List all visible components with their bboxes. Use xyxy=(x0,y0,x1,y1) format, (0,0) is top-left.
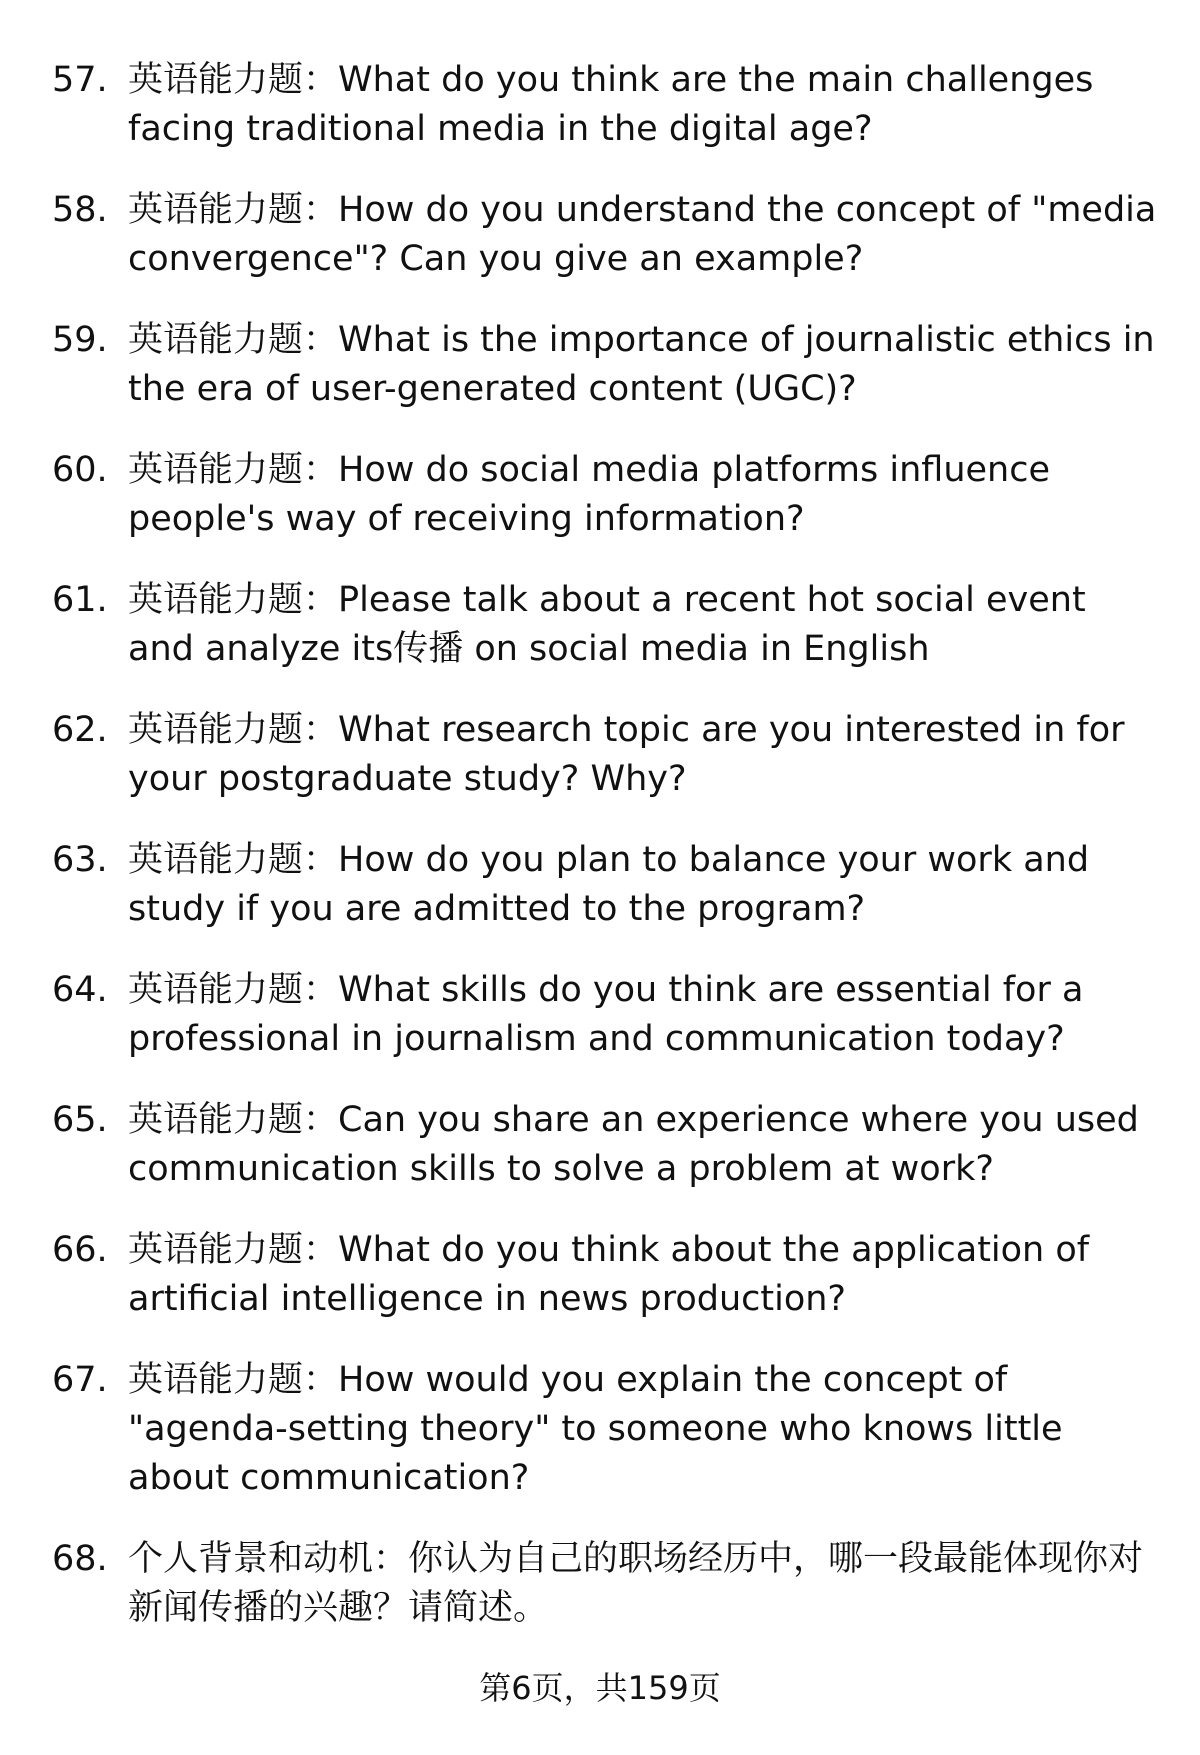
question-category: 英语能力题： xyxy=(128,840,339,880)
question-item xyxy=(0,966,1200,1064)
question-number: 57. xyxy=(52,60,108,100)
question-number: 62. xyxy=(52,710,108,750)
question-text: What is the importance of journalistic ethics in the era of user-generated content (UGC)? xyxy=(128,320,1155,409)
question-text: 你认为自己的职场经历中，哪一段最能体现你对新闻传播的兴趣？请简述。 xyxy=(128,1539,1144,1628)
question-item xyxy=(0,836,1200,934)
question-number: 63. xyxy=(52,840,108,880)
question-text: How would you explain the concept of "agenda-setting theory" to someone who knows little about communication? xyxy=(128,1360,1063,1498)
question-text: How do social media platforms influence people's way of receiving information? xyxy=(128,450,1051,539)
question-item xyxy=(0,446,1200,544)
question-category: 英语能力题： xyxy=(128,320,339,360)
question-category: 英语能力题： xyxy=(128,190,339,230)
question-text: How do you plan to balance your work and study if you are admitted to the program? xyxy=(128,840,1090,929)
question-category: 英语能力题： xyxy=(128,580,339,620)
question-text: Can you share an experience where you used communication skills to solve a problem at work? xyxy=(128,1100,1139,1189)
question-number: 61. xyxy=(52,580,108,620)
question-item xyxy=(0,1096,1200,1194)
question-text: What skills do you think are essential for a professional in journalism and communication today? xyxy=(128,970,1084,1059)
question-number: 60. xyxy=(52,450,108,490)
question-number: 66. xyxy=(52,1230,108,1270)
question-category: 个人背景和动机： xyxy=(128,1539,409,1579)
question-list xyxy=(0,56,1200,1665)
question-text: What research topic are you interested in for your postgraduate study? Why? xyxy=(128,710,1125,799)
question-category: 英语能力题： xyxy=(128,1100,339,1140)
question-category: 英语能力题： xyxy=(128,60,339,100)
page-number: 第6页，共159页 xyxy=(479,1669,721,1707)
question-text: How do you understand the concept of "media convergence"? Can you give an example? xyxy=(128,190,1157,279)
question-text: Please talk about a recent hot social event and analyze its传播 on social media in English xyxy=(128,580,1086,669)
question-item xyxy=(0,576,1200,674)
question-number: 58. xyxy=(52,190,108,230)
question-item xyxy=(0,706,1200,804)
question-number: 65. xyxy=(52,1100,108,1140)
question-category: 英语能力题： xyxy=(128,450,339,490)
question-item xyxy=(0,56,1200,154)
question-category: 英语能力题： xyxy=(128,1360,339,1400)
question-item xyxy=(0,1356,1200,1503)
question-number: 67. xyxy=(52,1360,108,1400)
question-item xyxy=(0,1535,1200,1633)
question-number: 64. xyxy=(52,970,108,1010)
question-category: 英语能力题： xyxy=(128,1230,339,1270)
question-category: 英语能力题： xyxy=(128,710,339,750)
question-category: 英语能力题： xyxy=(128,970,339,1010)
question-number: 59. xyxy=(52,320,108,360)
question-number: 68. xyxy=(52,1539,108,1579)
question-text: What do you think about the application of artificial intelligence in news production? xyxy=(128,1230,1090,1319)
question-text: What do you think are the main challenges facing traditional media in the digital age? xyxy=(128,60,1094,149)
question-item xyxy=(0,1226,1200,1324)
question-item xyxy=(0,316,1200,414)
question-item xyxy=(0,186,1200,284)
